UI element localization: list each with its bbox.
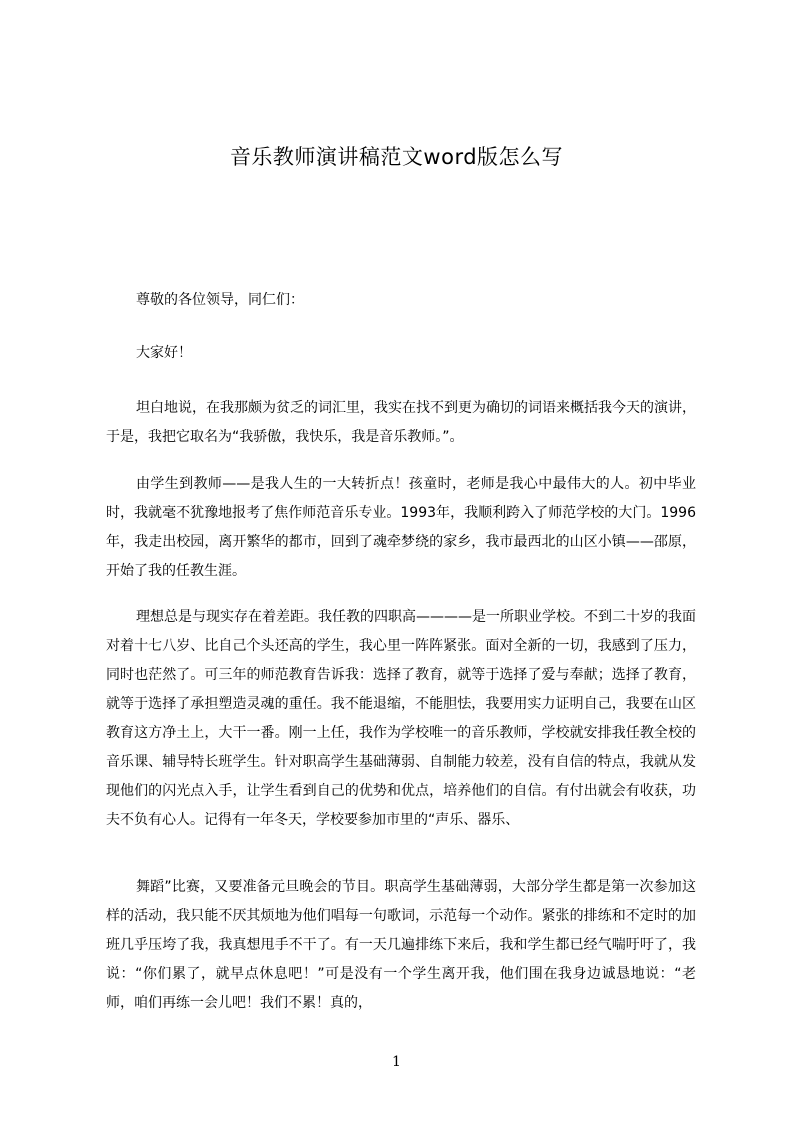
paragraph-greeting: 大家好！ bbox=[136, 345, 192, 361]
paragraph-career-start: 由学生到教师——是我人生的一大转折点！孩童时，老师是我心中最伟大的人。初中毕业时，我就毫不犹豫地报考了焦作师范音乐专业。1993年，我顺利跨入了师范学校的大门。1996年，我走出校园，离开繁华的都市，回到了魂牵梦绕的家乡，我市最西北的山区小镇——邵原，开始了我的任教生涯。 bbox=[106, 476, 696, 579]
paragraph-ideal-reality: 理想总是与现实存在着差距。我任教的四职高————是一所职业学校。不到二十岁的我面对着十七八岁、比自己个头还高的学生，我心里一阵阵紧张。面对全新的一切，我感到了压力，同时也茫然了。可三年的师范教育告诉我：选择了教育，就等于选择了爱与奉献；选择了教育，就等于选择了承担塑造灵魂的重任。我不能退缩，不能胆怯，我要用实力证明自己，我要在山区教育这方净土上，大干一番。刚一上任，我作为学校唯一的音乐教师，学校就安排我任教全校的音乐课、辅导特长班学生。针对职高学生基础薄弱、自制能力较差，没有自信的特点，我就从发现他们的闪光点入手，让学生看到自己的优势和优点，培养他们的自信。有付出就会有收获，功夫不负有心人。记得有一年冬天，学校要参加市里的“声乐、器乐、 bbox=[106, 609, 696, 828]
paragraph-salutation: 尊敬的各位领导，同仁们： bbox=[136, 292, 304, 308]
page-title: 音乐教师演讲稿范文word版怎么写 bbox=[229, 145, 564, 169]
page-number: 1 bbox=[392, 1054, 401, 1070]
paragraph-intro: 坦白地说，在我那颇为贫乏的词汇里，我实在找不到更为确切的词语来概括我今天的演讲，于是，我把它取名为“我骄傲，我快乐，我是音乐教师。”。 bbox=[106, 400, 696, 445]
paragraph-dance-competition: 舞蹈”比赛，又要准备元旦晚会的节目。职高学生基础薄弱，大部分学生都是第一次参加这样的活动，我只能不厌其烦地为他们唱每一句歌词，示范每一个动作。紧张的排练和不定时的加班几乎压垮了我，我真想甩手不干了。有一天几遍排练下来后，我和学生都已经气喘吁吁了，我说：“你们累了，就早点休息吧！”可是没有一个学生离开我，他们围在我身边诚恳地说：“老师，咱们再练一会儿吧！我们不累！真的， bbox=[106, 879, 696, 1011]
